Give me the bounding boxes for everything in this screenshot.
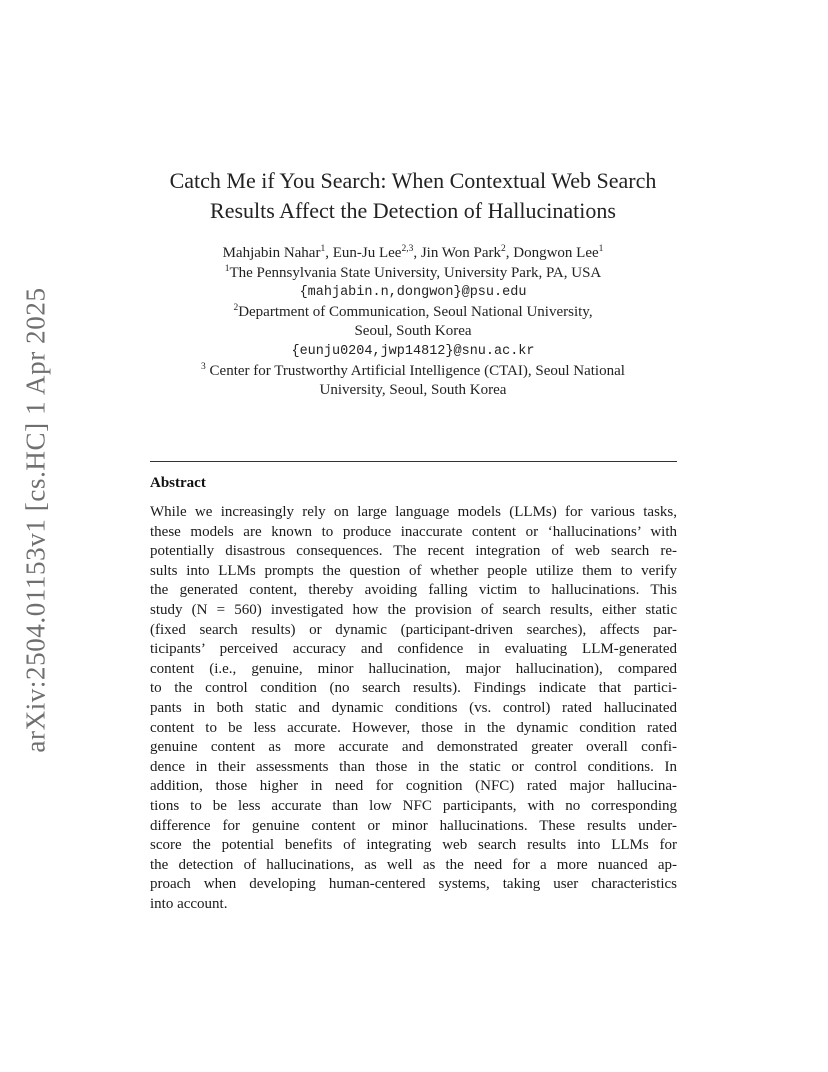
affiliation-1 <box>110 264 716 284</box>
abstract-line: While we increasingly rely on large language models (LLMs) for various tasks, <box>150 504 677 520</box>
affiliation-mark: 1 <box>224 263 230 274</box>
author-name: Eun-Ju Lee <box>332 245 402 261</box>
abstract-line: (fixed search results) or dynamic (participant-driven searches), affects par- <box>150 621 677 638</box>
abstract-body <box>150 503 677 914</box>
affiliation-mark: 2,3 <box>401 244 414 254</box>
abstract-line: proach when developing human-centered systems, taking user characteristics <box>150 876 677 893</box>
abstract-line: sults into LLMs prompts the question of whether people utilize them to verify <box>150 562 677 579</box>
horizontal-rule <box>150 461 677 462</box>
abstract-line: genuine content as more accurate and demonstrated greater overall confi- <box>150 739 677 756</box>
affiliation-text: The Pennsylvania State University, University Park, PA, USA <box>229 264 602 281</box>
author-name: Jin Won Park <box>420 245 502 261</box>
title-line: Results Affect the Detection of Hallucinations <box>210 198 616 223</box>
abstract-line: the detection of hallucinations, as well as the need for a more nuanced ap- <box>150 856 677 873</box>
abstract-line: ticipants’ perceived accuracy and confidence in evaluating LLM-generated <box>150 641 677 658</box>
affiliation-mark: 1 <box>598 244 604 254</box>
affiliation-mark: 2 <box>233 302 239 313</box>
author-names: Mahjabin Nahar$^1$, Eun-Ju Lee$^{2,3}$, Jin Won Park$^2$, Dongwon Lee$^1$ <box>222 244 604 261</box>
author-name: Mahjabin Nahar <box>222 245 321 261</box>
abstract-line: to the control condition (no search results). Findings indicate that partici- <box>150 680 677 697</box>
abstract-line: study (N = 560) investigated how the provision of search results, either static <box>150 601 677 618</box>
abstract-heading: Abstract <box>150 475 206 491</box>
affiliation-mark: 2 <box>501 244 506 254</box>
abstract-line: content (i.e., genuine, minor hallucination, major hallucination), compared <box>150 660 677 677</box>
abstract-line: score the potential benefits of integrating web search results into LLMs for <box>150 837 677 854</box>
affiliation-text: Center for Trustworthy Artificial Intelligence (CTAI), Seoul National <box>205 362 625 379</box>
affiliation-3-cont: University, Seoul, South Korea <box>319 382 507 399</box>
paper-title <box>130 166 696 226</box>
affiliation-2-cont: Seoul, South Korea <box>354 323 472 340</box>
abstract-line: tions to be less accurate than low NFC participants, with no corresponding <box>150 797 677 814</box>
abstract-line: the generated content, thereby avoiding falling victim to hallucinations. This <box>150 582 677 599</box>
affiliation-text: Department of Communication, Seoul National University, <box>238 303 593 320</box>
email-1: {mahjabin.n,dongwon}@psu.edu <box>299 285 527 301</box>
affiliation-3 <box>110 362 716 382</box>
author-name: Dongwon Lee <box>513 245 599 261</box>
email-2: {eunju0204,jwp14812}@snu.ac.kr <box>291 343 535 359</box>
affiliation-2 <box>110 303 716 323</box>
arxiv-identifier-stamp: arXiv:2504.01153v1 [cs.HC] 1 Apr 2025 <box>20 287 51 753</box>
abstract-line: dence in their assessments than those in the static or control conditions. In <box>150 758 677 775</box>
abstract-line: difference for genuine content or minor hallucinations. These results under- <box>150 817 677 834</box>
title-line: Catch Me if You Search: When Contextual Web Search <box>169 168 657 193</box>
author-block <box>110 244 716 401</box>
abstract-line: potentially disastrous consequences. The recent integration of web search re- <box>150 543 677 560</box>
abstract-line: content to be less accurate. However, those in the dynamic condition rated <box>150 719 677 736</box>
abstract-line: into account. <box>150 895 228 912</box>
abstract-line: pants in both static and dynamic conditions (vs. control) rated hallucinated <box>150 699 677 716</box>
affiliation-mark: 3 <box>201 361 206 372</box>
abstract-line: these models are known to produce inaccurate content or ‘hallucinations’ with <box>150 523 677 540</box>
abstract-line: addition, those higher in need for cognition (NFC) rated major hallucina- <box>150 778 677 795</box>
affiliation-mark: 1 <box>320 244 326 254</box>
